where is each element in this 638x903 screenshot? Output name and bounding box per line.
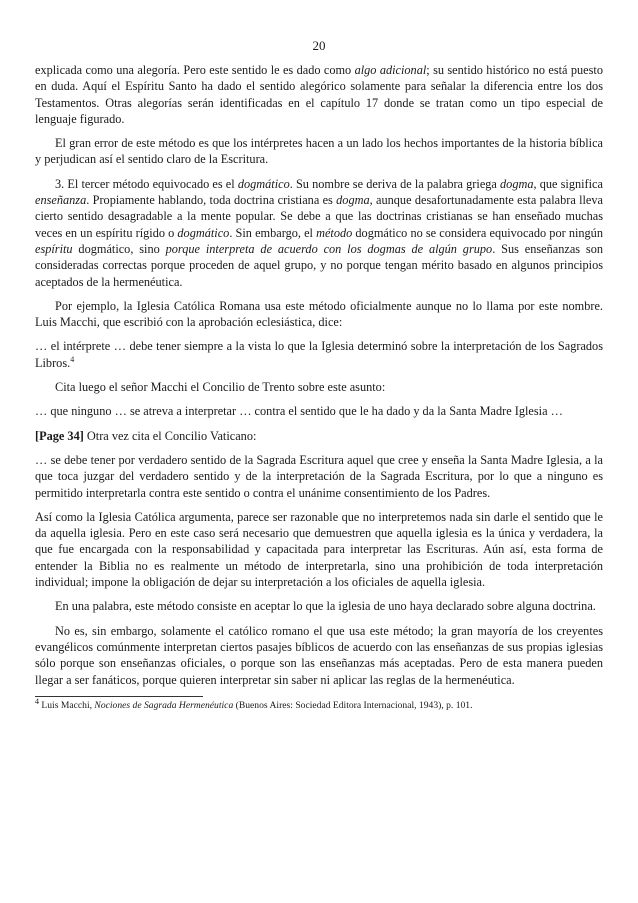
paragraph-dogmatic-method [35,176,603,290]
text-run: ; su sentido histórico no está puesto en duda. Aquí el Espíritu Santo ha dado el sentido alegórico solamente para señalar la diferencia entre los dos Testamentos. Otras alegorías serán identificadas en el capítulo 17 donde se tratan como un tipo especial de lenguaje figurado. [35,63,603,126]
paragraph-vatican-intro [35,428,603,444]
emphasis-text: dogmático [177,225,230,240]
page-marker: [Page 34] [35,428,84,443]
text-run: aunque desafortunadamente esta palabra lleva cierto sentido desagradable a la mente popular. Se debe a que las doctrinas cristianas se han enseñado muchas veces en un espíritu rígido o [35,193,603,240]
quote-macchi [35,338,603,371]
footnote-number: 4 [35,696,39,706]
paragraph-evangelical: No es, sin embargo, solamente el católico romano el que usa este método; la gran mayoría de los creyentes evangélicos comúnmente interpretan ciertos pasajes bíblicos de acuerdo con las enseñanzas de sus propias iglesias sólo porque son enseñanzas oficiales, o porque son las enseñanzas más aceptadas. Pero de esta manera pueden llegar a ser fanáticos, porque quieren interpretar sin saber ni aplicar las reglas de la hermenéutica. [35,623,603,687]
paragraph-trent-intro: Cita luego el señor Macchi el Concilio de Trento sobre este asunto: [55,380,386,395]
text-run: . Sus enseñanzas son consideradas correctas porque proceden de aquel grupo, y no porque tengan mérito basado en algunos principios aceptados de la hermenéutica. [35,241,603,289]
footnote-reference[interactable]: 4 [70,354,75,364]
paragraph-summary: En una palabra, este método consiste en aceptar lo que la iglesia de uno haya declarado sobre alguna doctrina. [55,599,596,614]
footnote [35,696,603,712]
emphasis-text: dogmático [237,176,290,191]
paragraph-catholic-example: Por ejemplo, la Iglesia Católica Romana usa este método oficialmente aunque no lo llama por este nombre. Luis Macchi, que escribió con la aprobación eclesiástica, dice: [35,298,603,330]
paragraph-allegory-continuation [35,62,603,127]
paragraph-allegory-error: El gran error de este método es que los intérpretes hacen a un lado los hechos importantes de la historia bíblica y perjudican así el sentido claro de la Escritura. [35,136,603,167]
emphasis-text: enseñanza [35,193,87,208]
text-run: explicada como una alegoría. Pero este sentido le es dado como [35,63,355,77]
emphasis-text: dogma, [336,193,373,208]
text-run: dogmático, sino [72,241,166,256]
emphasis-text: porque interpreta de acuerdo con los dogmas de algún grupo [165,241,493,256]
page-number: 20 [312,38,326,53]
text-run: . Su nombre se deriva de la palabra griega [289,176,501,191]
book-title: Nociones de Sagrada Hermenéutica [94,699,234,711]
text-run: . Sin embargo, el [229,225,317,240]
text-run: dogmático no se considera equivocado por ningún [352,225,603,240]
text-run: , que significa [533,176,603,191]
text-run: Luis Macchi, [39,699,95,711]
footnote-divider [35,696,203,697]
emphasis-text: espíritu [35,241,73,256]
text-run: 3. El tercer método equivocado es el [55,176,238,191]
emphasis-text: algo adicional [354,63,427,77]
text-run: (Buenos Aires: Sociedad Editora Internacional, 1943), p. 101. [233,699,473,711]
document-page [35,38,603,712]
quote-trent: … que ninguno … se atreva a interpretar … contra el sentido que le ha dado y da la Santa Madre Iglesia … [35,404,563,419]
text-run: Otra vez cita el Concilio Vaticano: [83,428,257,443]
quote-vatican: … se debe tener por verdadero sentido de la Sagrada Escritura aquel que cree y enseña la Santa Madre Iglesia, a la que toca juzgar del verdadero sentido y de la interpretación de la Sagrada Escritura, por lo que a ninguno es permitido interpretarla contra este sentido o contra el unánime consentimiento de los Padres. [35,452,603,500]
emphasis-text: método [316,225,353,240]
emphasis-text: dogma [500,176,534,191]
text-run: . Propiamente hablando, toda doctrina cristiana es [86,193,337,208]
paragraph-argument: Así como la Iglesia Católica argumenta, parece ser razonable que no interpretemos nada sin darle el sentido que le da aquella iglesia. Pero en este caso será necesario que demuestren que aquella iglesia es la única y verdadera, la que fue encargada con la responsabilidad y capacitada para interpretar las Escrituras. Aún así, esta forma de entender la Biblia no es realmente un método de interpretarla, sino una prohibición de toda interpretación individual; impone la obligación de dejar su interpretación a los oficiales de aquella iglesia. [35,509,603,590]
text-run: … el intérprete … debe tener siempre a la vista lo que la Iglesia determinó sobre la interpretación de los Sagrados Libros. [35,339,603,370]
